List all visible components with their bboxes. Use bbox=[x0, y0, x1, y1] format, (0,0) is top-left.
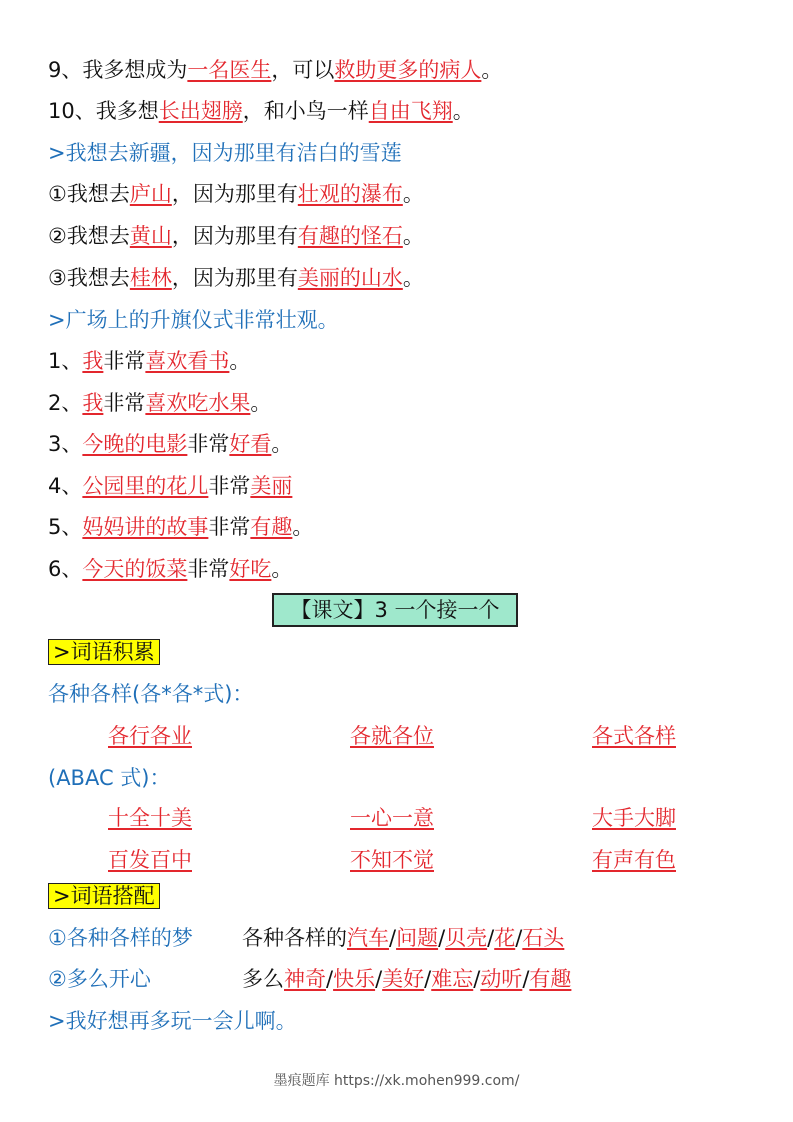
match-text: 各种各样的 bbox=[242, 926, 347, 950]
answer: 桂林 bbox=[129, 266, 172, 290]
word: 一心一意 bbox=[350, 806, 434, 830]
sentence-text: ，因为那里有 bbox=[171, 224, 298, 248]
sentence-num: 2、 bbox=[48, 391, 83, 415]
pattern2-label: (ABAC 式)： bbox=[48, 766, 171, 790]
sentence-end: 。 bbox=[402, 266, 424, 290]
very-sentence-1 bbox=[48, 347, 250, 375]
answer: 石头 bbox=[522, 926, 565, 950]
sentence-end: 。 bbox=[481, 58, 503, 82]
footer-watermark: 墨痕题库 https://xk.mohen999.com/ bbox=[273, 1073, 520, 1089]
place-sentence-2 bbox=[48, 222, 424, 250]
match-right: 各种各样的汽车/问题/贝壳/花/石头 bbox=[242, 926, 565, 950]
answer: 庐山 bbox=[129, 182, 172, 206]
answer: 动听 bbox=[480, 967, 523, 991]
answer: 好吃 bbox=[229, 557, 272, 581]
answer: 有趣 bbox=[250, 515, 293, 539]
answer: 神奇 bbox=[284, 967, 326, 991]
answer: 我 bbox=[82, 391, 104, 415]
word: 十全十美 bbox=[108, 806, 192, 830]
sentence-end: 。 bbox=[452, 99, 474, 123]
very-sentence-5 bbox=[48, 513, 313, 541]
answer: 有趣 bbox=[529, 967, 572, 991]
pattern1-label: 各种各样(各*各*式)： bbox=[48, 682, 254, 706]
vocab-label-row bbox=[48, 638, 160, 666]
answer: 有趣的怪石 bbox=[297, 224, 403, 248]
sentence-text: ，因为那里有 bbox=[171, 266, 298, 290]
lesson-title: 【课文】3 一个接一个 bbox=[272, 593, 518, 627]
sentence-end: 。 bbox=[271, 432, 293, 456]
answer: 汽车 bbox=[347, 926, 389, 950]
sentence-end: 。 bbox=[271, 557, 293, 581]
answer: 妈妈讲的故事 bbox=[82, 515, 209, 539]
section-heading-flag: >广场上的升旗仪式非常壮观。 bbox=[48, 308, 339, 332]
answer: 今晚的电影 bbox=[82, 432, 188, 456]
sentence-text: 非常 bbox=[187, 557, 230, 581]
very-sentence-3 bbox=[48, 430, 292, 458]
word: 大手大脚 bbox=[592, 806, 676, 830]
sentence-text: ，因为那里有 bbox=[171, 182, 298, 206]
answer: 美丽 bbox=[250, 474, 293, 498]
answer: 自由飞翔 bbox=[368, 99, 453, 123]
answer: 花 bbox=[494, 926, 516, 950]
vocab-label: >词语积累 bbox=[48, 639, 160, 665]
answer: 一名医生 bbox=[187, 58, 272, 82]
sentence-text: 非常 bbox=[103, 349, 146, 373]
section-heading-play: >我好想再多玩一会儿啊。 bbox=[48, 1009, 297, 1033]
place-sentence-1 bbox=[48, 180, 424, 208]
sentence-num: 3、 bbox=[48, 432, 83, 456]
sentence-text: 非常 bbox=[208, 474, 251, 498]
match-right: 多么神奇/快乐/美好/难忘/动听/有趣 bbox=[242, 967, 572, 991]
sentence-num: 5、 bbox=[48, 515, 83, 539]
sentence-num: 6、 bbox=[48, 557, 83, 581]
answer: 难忘 bbox=[431, 967, 474, 991]
answer: 美好 bbox=[382, 967, 425, 991]
answer: 今天的饭菜 bbox=[82, 557, 188, 581]
word: 各式各样 bbox=[592, 724, 676, 748]
answer: 好看 bbox=[229, 432, 272, 456]
sentence-end: 。 bbox=[229, 349, 251, 373]
sentence-text: 非常 bbox=[103, 391, 146, 415]
match-text: 多么 bbox=[242, 967, 284, 991]
very-sentence-4 bbox=[48, 472, 292, 500]
sentence-end: 。 bbox=[402, 224, 424, 248]
sentence-text: ①我想去 bbox=[48, 182, 130, 206]
answer: 喜欢吃水果 bbox=[145, 391, 251, 415]
sentence-num: 1、 bbox=[48, 349, 83, 373]
sentence-10 bbox=[48, 97, 474, 125]
sentence-end: 。 bbox=[292, 515, 314, 539]
sentence-text: 9、我多想成为 bbox=[48, 58, 188, 82]
word: 有声有色 bbox=[592, 848, 676, 872]
answer: 公园里的花儿 bbox=[82, 474, 209, 498]
match-row-2 bbox=[48, 965, 572, 993]
answer: 问题 bbox=[396, 926, 439, 950]
sentence-end: 。 bbox=[250, 391, 272, 415]
sentence-text: ，可以 bbox=[271, 58, 335, 82]
word: 各行各业 bbox=[108, 724, 192, 748]
answer: 贝壳 bbox=[445, 926, 488, 950]
answer: 我 bbox=[82, 349, 104, 373]
match-left: ①各种各样的梦 bbox=[48, 926, 193, 950]
word: 百发百中 bbox=[108, 848, 192, 872]
very-sentence-2 bbox=[48, 389, 271, 417]
answer: 壮观的瀑布 bbox=[297, 182, 403, 206]
answer: 美丽的山水 bbox=[297, 266, 403, 290]
answer: 黄山 bbox=[129, 224, 172, 248]
section-heading-xinjiang: >我想去新疆，因为那里有洁白的雪莲 bbox=[48, 141, 402, 165]
sentence-end: 。 bbox=[402, 182, 424, 206]
sentence-text: 10、我多想 bbox=[48, 99, 159, 123]
sentence-9 bbox=[48, 56, 502, 84]
sentence-text: ②我想去 bbox=[48, 224, 130, 248]
sentence-num: 4、 bbox=[48, 474, 83, 498]
match-row-1 bbox=[48, 924, 565, 952]
sentence-text: 非常 bbox=[208, 515, 251, 539]
sentence-text: ，和小鸟一样 bbox=[242, 99, 369, 123]
word: 各就各位 bbox=[350, 724, 434, 748]
match-left: ②多么开心 bbox=[48, 967, 151, 991]
place-sentence-3 bbox=[48, 264, 424, 292]
answer: 快乐 bbox=[333, 967, 376, 991]
very-sentence-6 bbox=[48, 555, 292, 583]
sentence-text: ③我想去 bbox=[48, 266, 130, 290]
match-label-row bbox=[48, 882, 160, 910]
answer: 救助更多的病人 bbox=[334, 58, 482, 82]
sentence-text: 非常 bbox=[187, 432, 230, 456]
match-label: >词语搭配 bbox=[48, 883, 160, 909]
answer: 喜欢看书 bbox=[145, 349, 230, 373]
word: 不知不觉 bbox=[350, 848, 434, 872]
answer: 长出翅膀 bbox=[158, 99, 243, 123]
